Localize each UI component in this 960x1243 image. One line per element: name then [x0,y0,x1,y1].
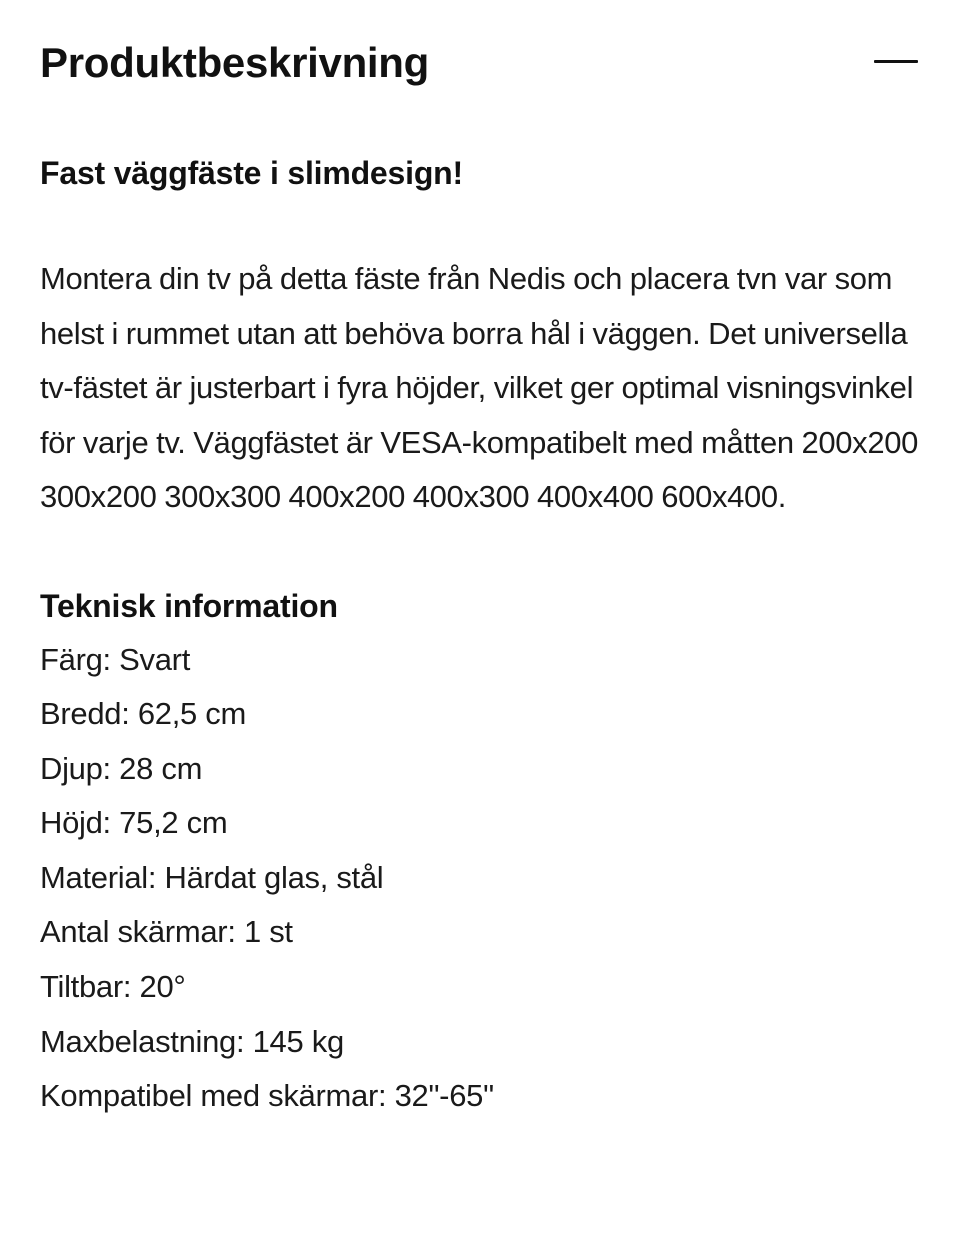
product-tagline: Fast väggfäste i slimdesign! [40,155,463,191]
spec-height: Höjd: 75,2 cm [40,805,228,841]
spec-color: Färg: Svart [40,641,191,677]
spec-depth: Djup: 28 cm [40,750,203,786]
section-title: Produktbeskrivning [40,39,430,86]
spec-screen-count: Antal skärmar: 1 st [40,914,293,950]
spec-max-load: Maxbelastning: 145 kg [40,1023,344,1059]
specs-heading: Teknisk information [40,587,338,624]
spec-tilt: Tiltbar: 20° [40,969,186,1005]
specs-list [40,633,920,1124]
accordion-header[interactable] [40,0,920,128]
spec-compatible-screens: Kompatibel med skärmar: 32"-65" [40,1078,494,1114]
minus-icon [874,60,918,63]
spec-material: Material: Härdat glas, stål [40,859,384,895]
spec-width: Bredd: 62,5 cm [40,696,247,732]
accordion-content [40,148,920,1124]
product-description-text: Montera din tv på detta fäste från Nedis och placera tvn var som helst i rummet utan att behöva borra hål i väggen. Det universella tv-fästet är justerbart i fyra höjder, vilket ger optimal visningsvinkel för varje tv. Väggfästet är VESA-kompatibelt med måtten 200x200 300x200 300x300 400x200 400x300 400x400 600x400. [40,261,919,514]
collapse-button[interactable] [856,40,920,84]
